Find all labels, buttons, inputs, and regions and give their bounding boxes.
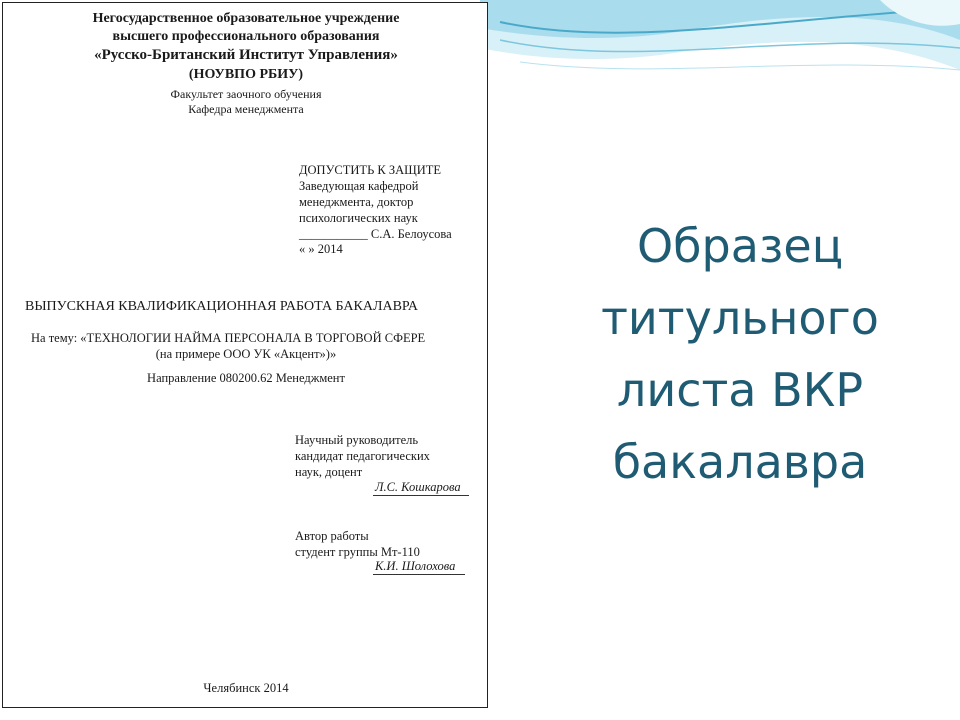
supervisor-line-2: кандидат педагогических xyxy=(295,449,430,463)
slide-title-line-4: бакалавра xyxy=(612,435,868,489)
slide-title xyxy=(520,210,960,498)
author-signature-line xyxy=(373,574,465,575)
supervisor-name: Л.С. Кошкарова xyxy=(375,480,461,494)
approval-date: « » 2014 xyxy=(299,242,343,256)
institution-name: «Русско-Британский Институт Управления» xyxy=(94,47,398,63)
title-page-sample xyxy=(2,2,488,708)
department: Кафедра менеджмента xyxy=(188,102,304,116)
author-line-1: Автор работы xyxy=(295,529,369,543)
author-line-2: студент группы Мт-110 xyxy=(295,545,420,559)
topic-line-2: (на примере ООО УК «Акцент»)» xyxy=(155,347,337,361)
direction: Направление 080200.62 Менеджмент xyxy=(147,371,345,385)
supervisor-line-3: наук, доцент xyxy=(295,465,363,479)
author-name: К.И. Шолохова xyxy=(375,559,456,573)
city-year: Челябинск 2014 xyxy=(203,681,289,695)
work-title: ВЫПУСКНАЯ КВАЛИФИКАЦИОННАЯ РАБОТА БАКАЛАВРА xyxy=(25,299,419,314)
institution-abbr: (НОУВПО РБИУ) xyxy=(188,67,304,82)
institution-line-1: Негосударственное образовательное учреждение xyxy=(92,11,400,26)
topic-line-1: На тему: «ТЕХНОЛОГИИ НАЙМА ПЕРСОНАЛА В ТОРГОВОЙ СФЕРЕ xyxy=(31,331,426,345)
supervisor-line-1: Научный руководитель xyxy=(295,433,419,447)
slide-title-line-3: листа ВКР xyxy=(616,363,864,417)
slide-title-line-1: Образец xyxy=(636,219,844,273)
approval-line-2: Заведующая кафедрой xyxy=(299,179,419,193)
approval-line-4: психологических наук xyxy=(299,211,418,225)
approval-signature: ___________ С.А. Белоусова xyxy=(299,227,452,241)
faculty: Факультет заочного обучения xyxy=(170,87,322,101)
approval-line-3: менеджмента, доктор xyxy=(299,195,414,209)
slide-title-line-2: титульного xyxy=(601,291,879,345)
institution-line-2: высшего профессионального образования xyxy=(112,29,380,44)
approval-heading: ДОПУСТИТЬ К ЗАЩИТЕ xyxy=(299,163,442,177)
supervisor-signature-line xyxy=(373,495,469,496)
